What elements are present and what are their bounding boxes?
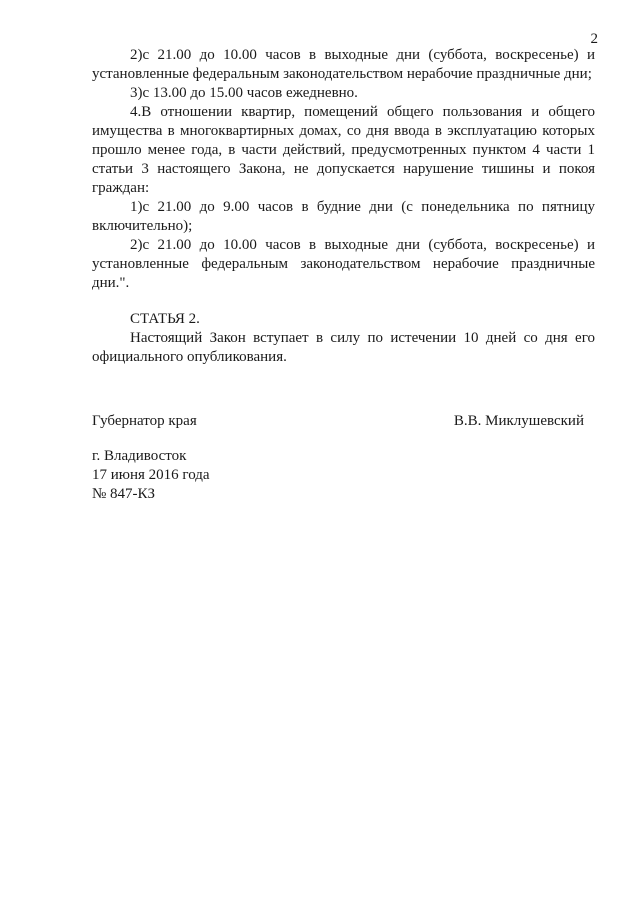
paragraph-weekend-holiday-hours: 2)с 21.00 до 10.00 часов в выходные дни (суббота, воскресенье) и установленные федеральным законодательством нерабочие праздничные дни.". [92, 237, 595, 291]
paragraph-weekend-hours: 2)с 21.00 до 10.00 часов в выходные дни (суббота, воскресенье) и установленные федеральным законодательством нерабочие праздничные дни; [92, 47, 595, 82]
article-title: СТАТЬЯ 2. [130, 311, 200, 327]
article-text: Настоящий Закон вступает в силу по истечении 10 дней со дня его официального опубликования. [92, 330, 595, 365]
law-number: № 847-КЗ [92, 486, 156, 502]
section-gap [92, 293, 595, 310]
place-city: г. Владивосток [92, 448, 187, 464]
law-date: 17 июня 2016 года [92, 467, 210, 483]
paragraph-daily-hours: 3)с 13.00 до 15.00 часов ежедневно. [130, 85, 358, 101]
signatory-position: Губернатор края [92, 413, 197, 429]
place-date-number-block [92, 447, 210, 504]
page-number: 2 [590, 31, 598, 47]
signature-block [92, 412, 584, 431]
document-body [92, 46, 595, 367]
paragraph-weekday-hours: 1)с 21.00 до 9.00 часов в будние дни (с понедельника по пятницу включительно); [92, 199, 595, 234]
signatory-name: В.В. Миклушевский [453, 413, 584, 429]
paragraph-new-buildings: 4.В отношении квартир, помещений общего пользования и общего имущества в многоквартирных домах, со дня ввода в эксплуатацию которых прошло менее года, в части действий, предусмотренных пунктом 4 части 1 статьи 3 настоящего Закона, не допускается нарушение тишины и покоя граждан: [92, 104, 595, 196]
